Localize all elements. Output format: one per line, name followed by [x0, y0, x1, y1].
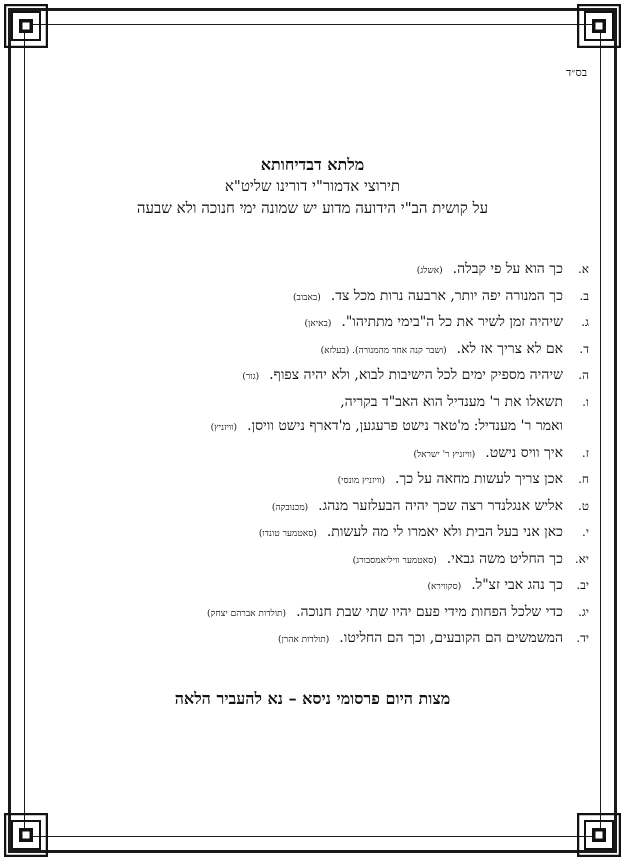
item-text: תשאלו את ר' מענדיל הוא האב"ד בקריה, — [340, 393, 563, 410]
bsd-mark: בס״ד — [565, 66, 587, 79]
item-text: כדי שלכל הפחות מידי פעם יהיו שתי שבת חנוכה. — [296, 603, 563, 620]
item-letter: יא. — [574, 551, 589, 566]
item-text: כך הוא על פי קבלה. — [452, 261, 563, 277]
footer-note: מצות היום פרסומי ניסא – נא להעביר הלאה — [174, 689, 451, 708]
item-source: (ושבר קנה אחד מהמנורה). (בעלזא) — [320, 345, 447, 356]
item-text: אליש אנגלנדר רצה שכך יהיה הבעלזער מנהג. — [318, 497, 563, 514]
item-text: כך החליט משה גבאי. — [446, 550, 563, 567]
item-source: (באבוב) — [293, 292, 321, 303]
item-source: (וויזניץ) — [210, 423, 238, 433]
item-letter: ה. — [578, 368, 589, 382]
item-letter: יב. — [576, 578, 589, 592]
item-text: אכן צריך לעשות מחאה על כך. — [394, 471, 563, 487]
list-item — [34, 287, 591, 307]
list-item — [34, 576, 591, 596]
item-letter: יג. — [578, 604, 589, 619]
list-item — [34, 497, 591, 517]
item-letter: ז. — [581, 445, 589, 460]
list-item — [34, 550, 591, 570]
page-title: מלתא דבדיחותא — [260, 155, 365, 174]
list-item — [34, 366, 591, 386]
item-letter: ג. — [581, 315, 589, 329]
item-letter: א. — [577, 262, 589, 276]
item-source: (סאטמער וויליאמסבורג) — [352, 555, 437, 566]
item-source: (מכנובקה) — [271, 502, 309, 513]
list-item — [34, 444, 591, 464]
item-letter: ח. — [578, 472, 589, 486]
list-item — [34, 393, 591, 411]
page-subtitle: תירוצי אדמור"י דורינו שליט"א — [224, 177, 401, 195]
item-text: ואמר ר' מענדיל: מ'טאר נישט פרעגען, מ'דארף נישט וויסן. — [247, 418, 563, 434]
item-text: כך נהג אבי זצ"ל. — [471, 577, 563, 593]
list-item — [34, 603, 591, 623]
item-source: (תולדות אהרן) — [277, 635, 330, 645]
list-item — [34, 313, 591, 333]
item-source: (אשלג) — [416, 266, 443, 276]
list-item — [34, 260, 591, 280]
list-item — [34, 523, 591, 543]
item-source: (וויזניץ ר' ישראל) — [413, 449, 476, 460]
list-item — [34, 629, 591, 649]
item-text: כאן אני בעל הבית ולא יאמרו לי מה לעשות. — [326, 524, 563, 540]
item-letter: ד. — [579, 341, 589, 356]
item-letter: י. — [582, 525, 589, 539]
item-text: שיהיה זמן לשיר את כל ה"בימי מתתיהו". — [341, 314, 563, 330]
item-text: המשמשים הם הקובעים, וכך הם החליטו. — [339, 630, 563, 646]
item-source: (סאטמער טונדו) — [258, 529, 317, 539]
page-question: על קושית הב"י הידועה מדוע יש שמונה ימי חנוכה ולא שבעה — [136, 199, 489, 217]
item-source: (תולדות אברהם יצחק) — [207, 608, 287, 619]
document-page — [34, 34, 591, 827]
item-source: (באיאן) — [304, 319, 332, 329]
list-item — [34, 470, 591, 490]
item-text: איך וויס נישט. — [485, 444, 563, 461]
item-letter: ט. — [577, 498, 589, 513]
title-block — [34, 154, 591, 219]
item-letter: יד. — [576, 631, 589, 645]
list-item-continuation — [34, 417, 591, 437]
item-text: שיהיה מספיק ימים לכל הישיבות לבוא, ולא יהיה צפוף. — [269, 367, 563, 383]
item-text: כך המנורה יפה יותר, ארבעה נרות מכל צד. — [330, 287, 563, 304]
item-source: (וויזניץ מונסי) — [337, 476, 385, 486]
item-text: אם לא צריך אז לא. — [456, 340, 563, 357]
answers-list — [34, 260, 591, 656]
item-letter: ב. — [579, 288, 589, 303]
list-item — [34, 340, 591, 360]
item-source: (סקווירא) — [427, 582, 462, 592]
item-letter: ו. — [582, 394, 589, 409]
item-source: (גור) — [242, 372, 260, 382]
